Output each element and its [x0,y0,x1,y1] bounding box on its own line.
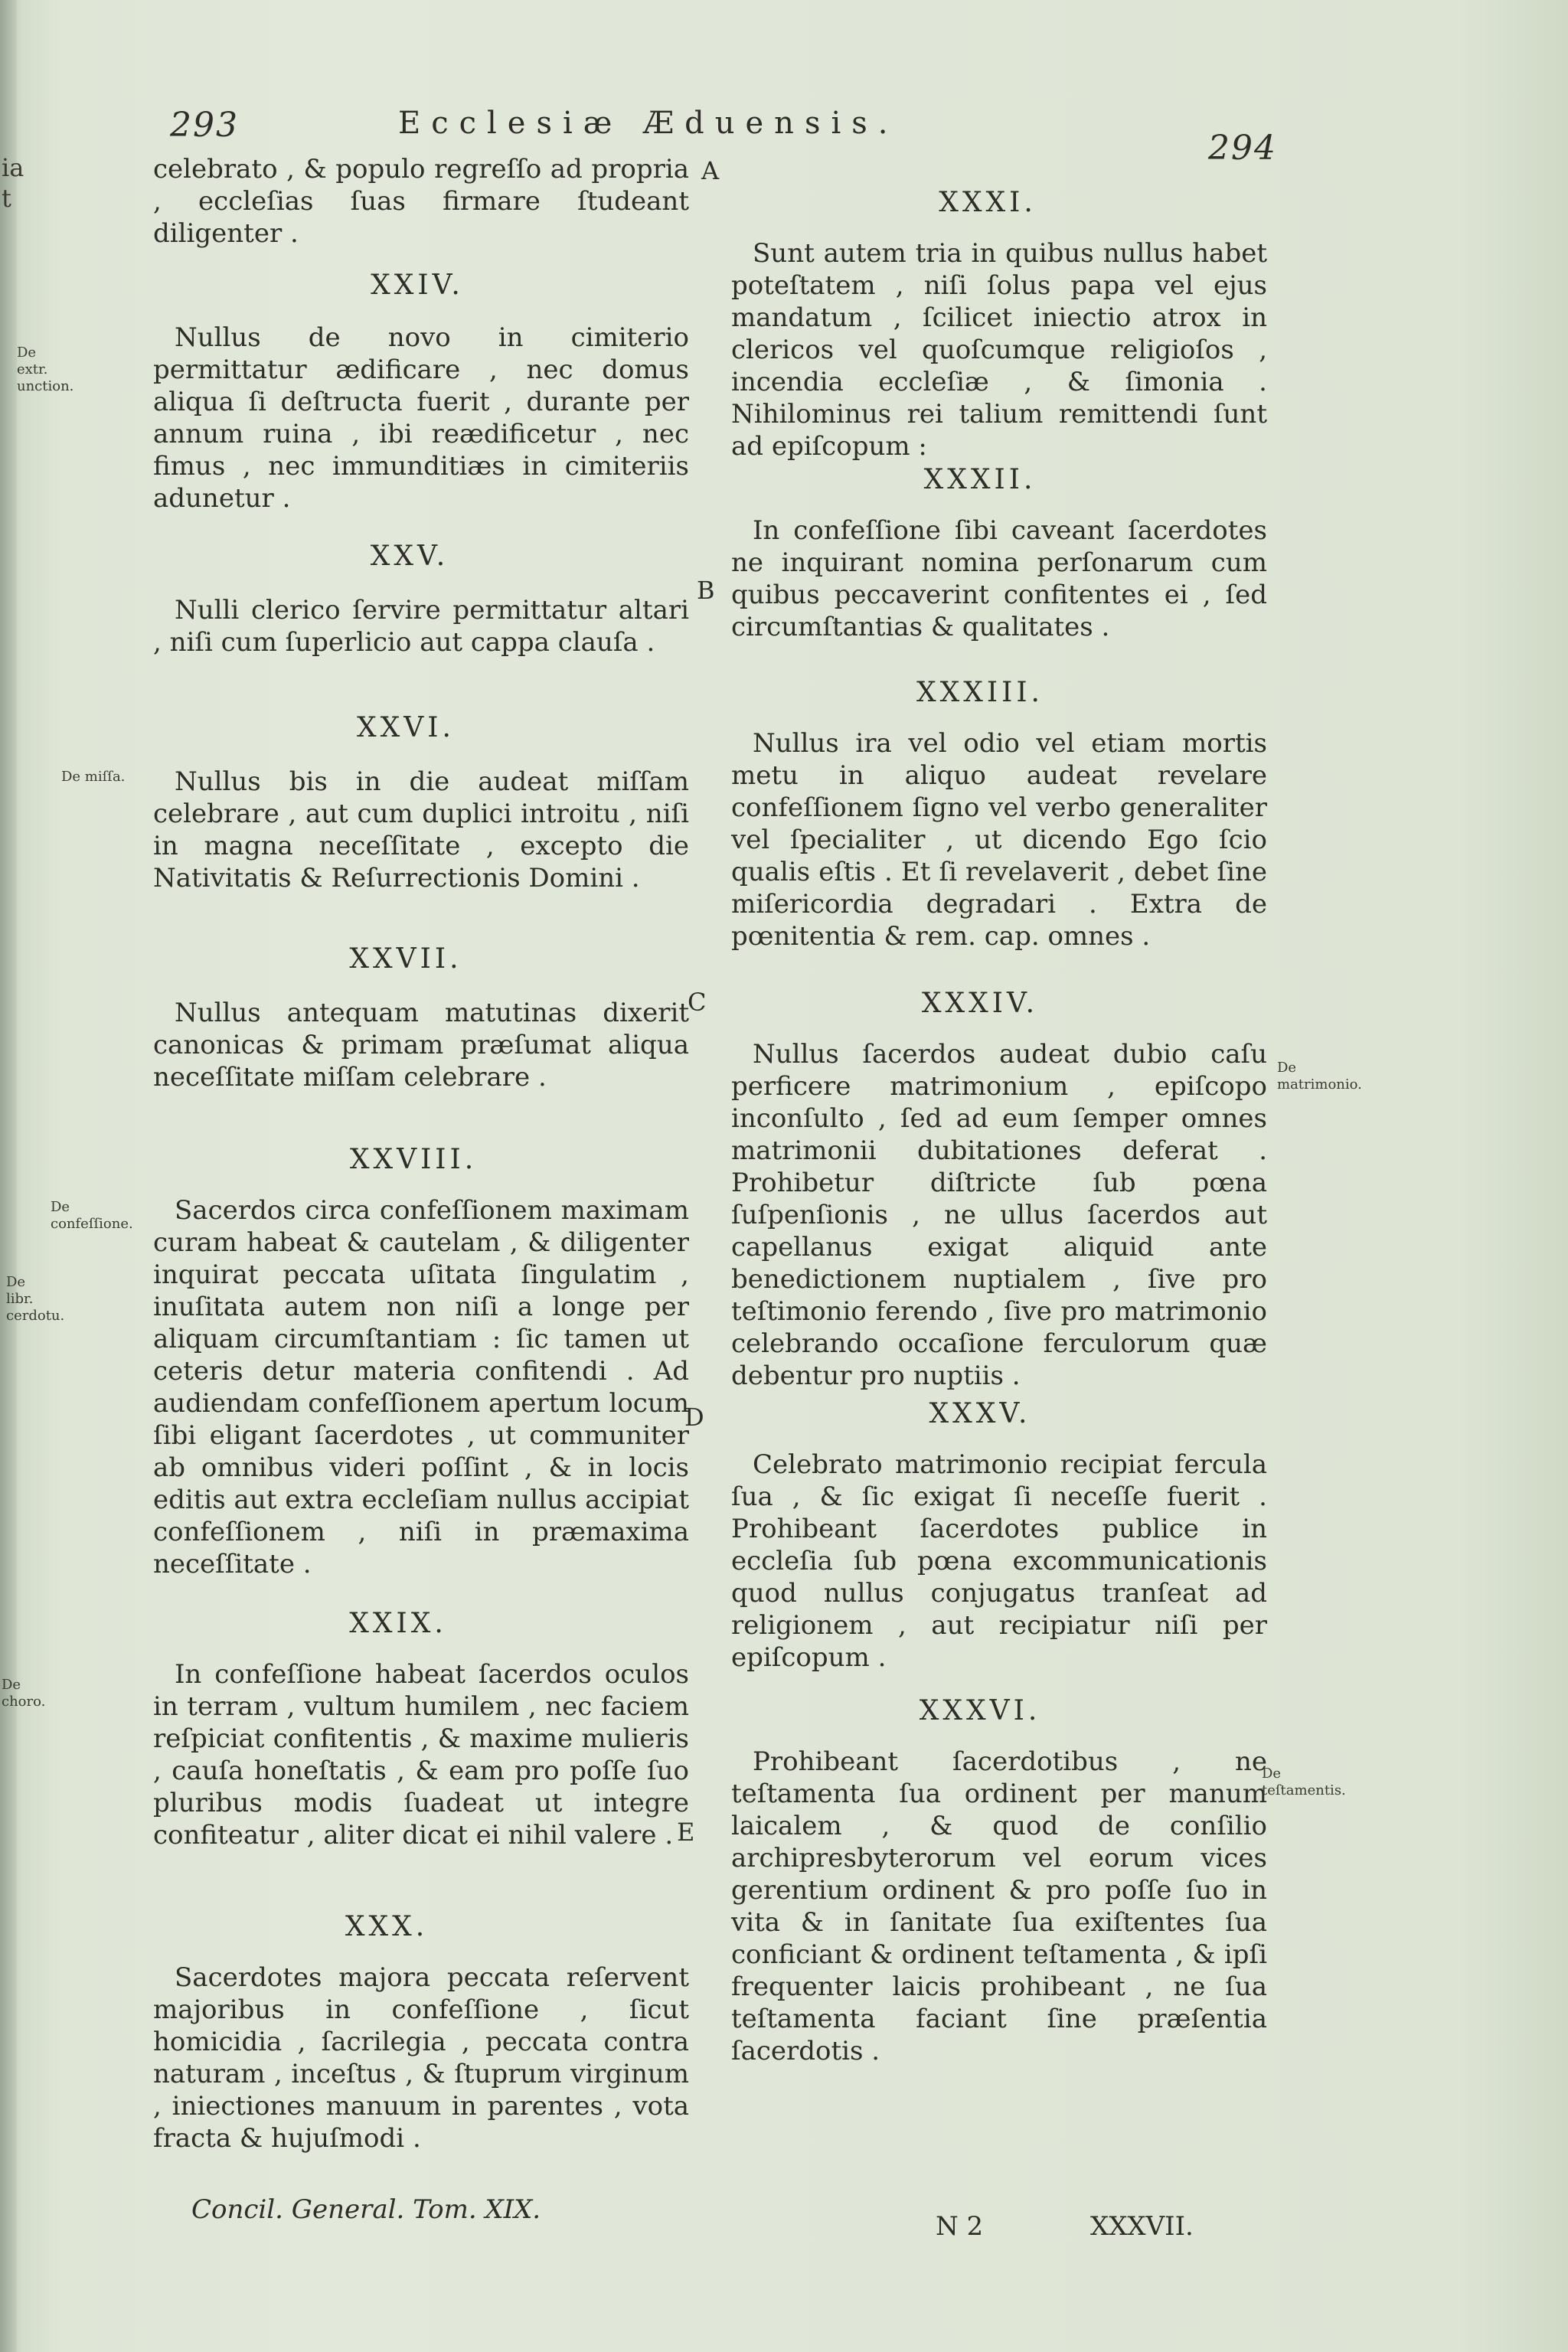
margin-note: De libr. cerdotu. [6,1274,65,1324]
section-letter: A [701,156,720,185]
section-text [731,1449,1267,1674]
section-text [153,1658,689,1851]
page-number-right: 294 [1208,129,1277,168]
section-text [153,997,689,1093]
section-number: XXIV. [371,270,464,301]
section-letter: D [684,1403,704,1432]
section-number: XXX. [345,1911,429,1942]
paragraph: Prohibeant ſacerdotibus , ne teſtamenta ſua ordinent per manum laicalem , & quod de conſilio archipresbyterorum vel eorum vices gerentium ordinent & pro poſſe ſuo in vita & in ſanitate ſua exiſtentes ſua conficiant & ordinent teſtamenta , & ipſi frequenter laicis prohibeant , ne ſua teſtamenta faciant ſine præſentia ſacerdotis . [731,1746,1267,2066]
paragraph: Sacerdos circa confeſſionem maximam curam habeat & cautelam , & diligenter inquirat peccata uſitata ſingulatim , inuſitata autem non niſi a longe per aliquam circumſtantiam : ſic tamen ut ceteris detur materia confitendi . Ad audiendam confeſſionem apertum locum ſibi eligant ſacerdotes , ut communiter ab omnibus videri poſſint , & in locis editis aut extra eccleſiam nullus accipiat confeſſionem , niſi in præmaxima neceſſitate . [153,1195,689,1579]
section-number: XXXVI. [919,1695,1041,1726]
paragraph: Nullus ira vel odio vel etiam mortis metu in aliquo audeat revelare confeſſionem ſigno vel verbo generaliter vel ſpecialiter , ut dicendo Ego ſcio qualis eſtis . Et ſi revelaverit , debet ſine miſericordia degradari . Extra de pœnitentia & rem. cap. omnes . [731,728,1267,952]
left-column-intro [153,153,689,250]
section-number: XXVIII. [349,1144,478,1175]
section-text [731,514,1267,643]
section-number: XXVII. [349,943,462,975]
margin-note: De matrimonio. [1277,1060,1362,1093]
margin-note: De confeſſione. [51,1199,133,1232]
section-text [153,766,689,894]
paragraph: Nullus de novo in cimiterio permittatur ædificare , nec domus aliqua ſi deſtructa fuerit , durante per annum ruina , ibi reædificetur , nec fimus , nec immunditiæs in cimiteriis adunetur . [153,322,689,514]
sheet-signature: N 2 [936,2211,984,2242]
paragraph: Nullus antequam matutinas dixerit canonicas & primam præſumat aliqua neceſſitate miſſam celebrare . [153,998,689,1093]
paragraph: In confeſſione ſibi caveant ſacerdotes ne inquirant nomina perſonarum cum quibus peccaverint confitentes ei , ſed circumſtantias & qualitates . [731,515,1267,642]
section-number: XXIX. [349,1608,447,1639]
catchword: XXXVII. [1090,2211,1194,2242]
paragraph: Nulli clerico ſervire permittatur altari , niſi cum ſuperlicio aut cappa clauſa . [153,595,689,658]
section-letter: E [677,1818,695,1847]
paragraph: In confeſſione habeat ſacerdos oculos in terram , vultum humilem , nec faciem reſpiciat confitentis , & maxime mulieris , cauſa honeſtatis , & eam pro poſſe ſuo pluribus modis ſuadeat ut integre confiteatur , aliter dicat ei nihil valere . [153,1659,689,1851]
section-number: XXXII. [923,464,1037,495]
section-number: XXXI. [939,187,1037,218]
section-number: XXXIV. [921,988,1039,1019]
signature-mark: Concil. General. Tom. XIX. [191,2194,541,2225]
section-text [153,1194,689,1580]
page-number-left: 293 [170,106,239,145]
paragraph: celebrato , & populo regreſſo ad propria , eccleſias ſuas firmare ſtudeant diligenter . [153,154,689,249]
section-text [153,1962,689,2154]
section-text [731,237,1267,462]
edge-fragment: t [2,184,11,213]
section-letter: C [688,988,707,1017]
edge-fragment: ia [2,153,24,182]
margin-note: De choro. [2,1677,46,1710]
section-number: XXVI. [357,712,455,743]
paragraph: Nullus ſacerdos audeat dubio caſu perficere matrimonium , epiſcopo inconſulto , ſed ad eum ſemper omnes matrimonii dubitationes deferat . Prohibetur diſtricte ſub pœna ſuſpenſionis , ne ullus ſacerdos aut capellanus exigat aliquid ante benedictionem nuptialem , ſive pro teſtimonio ferendo , ſive pro matrimonio celebrando occaſione ferculorum quæ debentur pro nuptiis . [731,1039,1267,1391]
section-number: XXV. [370,541,449,572]
margin-note: De miſſa. [61,769,126,785]
section-text [731,727,1267,952]
section-text [731,1746,1267,2067]
section-text [153,322,689,514]
margin-note: De teſtamentis. [1262,1766,1346,1798]
margin-note: De extr. unction. [17,345,74,394]
paragraph: Celebrato matrimonio recipiat fercula ſua , & ſic exigat ſi neceſſe fuerit . Prohibeant ſacerdotes publice in eccleſia ſub pœna excommunicationis quod nullus conjugatus tranſeat ad religionem , aut recipiatur niſi per epiſcopum . [731,1449,1267,1673]
paragraph: Sunt autem tria in quibus nullus habet poteſtatem , niſi ſolus papa vel ejus mandatum , ſcilicet iniectio atrox in clericos vel quoſcumque religioſos , incendia eccleſiæ , & ſimonia . Nihilominus rei talium remittendi ſunt ad epiſcopum : [731,238,1267,462]
section-letter: B [697,576,715,605]
running-title: Ecclesiæ Æduensis. [398,106,899,141]
section-number: XXXV. [929,1398,1031,1429]
section-text [153,594,689,658]
section-number: XXXIII. [916,677,1044,708]
section-text [731,1038,1267,1392]
paragraph: Sacerdotes majora peccata reſervent majoribus in confeſſione , ſicut homicidia , ſacrilegia , peccata contra naturam , inceſtus , & ſtuprum virginum , iniectiones manuum in parentes , vota fracta & hujuſmodi . [153,1962,689,2154]
paragraph: Nullus bis in die audeat miſſam celebrare , aut cum duplici introitu , niſi in magna neceſſitate , excepto die Nativitatis & Reſurrectionis Domini . [153,766,689,893]
